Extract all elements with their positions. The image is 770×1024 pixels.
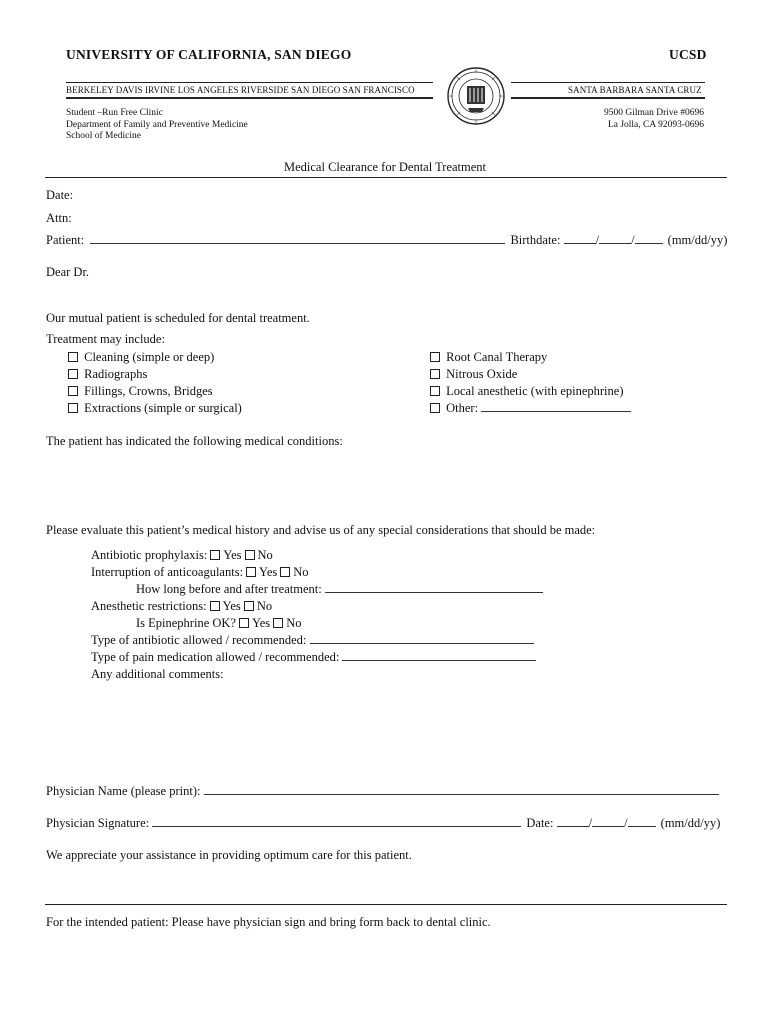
physician-name-row	[46, 784, 719, 799]
signature-date-day-field[interactable]	[592, 816, 624, 827]
question-label: Interruption of anticoagulants:	[91, 565, 244, 579]
university-seal-icon	[446, 64, 506, 128]
treatment-label: Root Canal Therapy	[446, 350, 548, 364]
treatment-label: Extractions (simple or surgical)	[84, 401, 242, 415]
question-label: Type of pain medication allowed / recommended:	[91, 650, 340, 664]
address-line: La Jolla, CA 92093-0696	[607, 119, 704, 130]
question-label: Is Epinephrine OK?	[136, 616, 236, 630]
yes-checkbox[interactable]	[246, 567, 256, 577]
department-line: Department of Family and Preventive Medicine	[66, 119, 248, 130]
no-checkbox[interactable]	[273, 618, 283, 628]
yes-checkbox[interactable]	[210, 601, 220, 611]
no-checkbox[interactable]	[245, 550, 255, 560]
department-line: School of Medicine	[66, 131, 141, 141]
evaluate-text: Please evaluate this patient’s medical history and advise us of any special considerations that should be made:	[46, 523, 596, 537]
no-label: No	[256, 599, 273, 613]
antibiotic-type-field[interactable]	[310, 633, 534, 644]
header-rule-left-bottom	[66, 97, 433, 99]
treatment-option[interactable]	[68, 350, 214, 365]
patient-name-field[interactable]	[90, 233, 505, 244]
epinephrine-row	[136, 616, 301, 631]
university-abbr: UCSD	[669, 47, 707, 62]
no-checkbox[interactable]	[244, 601, 254, 611]
checkbox[interactable]	[68, 352, 78, 362]
treatment-option[interactable]	[430, 367, 517, 382]
treatment-label: Local anesthetic (with epinephrine)	[446, 384, 624, 398]
yes-label: Yes	[259, 565, 278, 579]
department-line: Student –Run Free Clinic	[66, 108, 163, 118]
signature-date-format: (mm/dd/yy)	[660, 816, 721, 830]
greeting: Dear Dr.	[46, 265, 90, 279]
physician-name-label: Physician Name (please print):	[46, 784, 201, 798]
patient-row: Patient: Birthdate: / / (mm/dd/yy)	[46, 233, 728, 247]
no-label: No	[286, 616, 302, 630]
header-rule-left-top	[66, 82, 433, 83]
how-long-field[interactable]	[325, 582, 543, 593]
no-label: No	[257, 548, 273, 562]
question-label: How long before and after treatment:	[136, 582, 322, 596]
birthdate-label: Birthdate:	[510, 233, 561, 247]
attn-label: Attn:	[46, 211, 72, 225]
checkbox[interactable]	[430, 403, 440, 413]
patient-label: Patient:	[46, 233, 85, 247]
checkbox[interactable]	[68, 403, 78, 413]
treatment-option[interactable]	[68, 401, 242, 416]
yes-checkbox[interactable]	[210, 550, 220, 560]
treatment-label: Nitrous Oxide	[446, 367, 518, 381]
no-label: No	[293, 565, 309, 579]
treatment-label: Other:	[446, 401, 479, 415]
yes-checkbox[interactable]	[239, 618, 249, 628]
treatment-option[interactable]	[430, 384, 623, 399]
anesthetic-restrictions-row	[91, 599, 272, 614]
antibiotic-type-row	[91, 633, 534, 648]
physician-signature-field[interactable]	[152, 816, 521, 827]
footer-note: For the intended patient: Please have physician sign and bring form back to dental clinic.	[46, 915, 491, 929]
checkbox[interactable]	[430, 369, 440, 379]
yes-label: Yes	[251, 616, 271, 630]
address-block	[604, 108, 704, 131]
intro-text: Our mutual patient is scheduled for dental treatment.	[46, 311, 310, 325]
campuses-right: SANTA BARBARA SANTA CRUZ	[568, 85, 702, 95]
title-rule	[45, 177, 727, 178]
footer-rule	[45, 904, 727, 905]
appreciation-text: We appreciate your assistance in providing optimum care for this patient.	[46, 848, 412, 862]
how-long-row	[136, 582, 543, 597]
treatment-label: Cleaning (simple or deep)	[84, 350, 215, 364]
treatment-label: Radiographs	[84, 367, 148, 381]
checkbox[interactable]	[68, 369, 78, 379]
birthdate-year-field[interactable]	[635, 233, 663, 244]
antibiotic-prophylaxis-row	[91, 548, 273, 563]
checkbox[interactable]	[430, 386, 440, 396]
birthdate-format: (mm/dd/yy)	[667, 233, 728, 247]
treatment-option[interactable]	[68, 384, 213, 399]
signature-date-year-field[interactable]	[628, 816, 656, 827]
physician-name-field[interactable]	[204, 784, 719, 795]
treatment-option[interactable]	[430, 350, 547, 365]
checkbox[interactable]	[430, 352, 440, 362]
signature-date-month-field[interactable]	[557, 816, 589, 827]
other-treatment-field[interactable]	[481, 401, 631, 412]
checkbox[interactable]	[68, 386, 78, 396]
address-line: 9500 Gilman Drive #0696	[603, 108, 704, 118]
pain-med-field[interactable]	[342, 650, 536, 661]
yes-label: Yes	[223, 548, 242, 562]
department-block	[66, 108, 248, 143]
treatment-option[interactable]	[68, 367, 147, 382]
header-rule-right-bottom	[511, 97, 705, 99]
form-title: Medical Clearance for Dental Treatment	[284, 160, 487, 174]
campuses-left: BERKELEY DAVIS IRVINE LOS ANGELES RIVERSIDE SAN DIEGO SAN FRANCISCO	[66, 85, 415, 95]
question-label: Type of antibiotic allowed / recommended:	[91, 633, 307, 647]
pain-med-row	[91, 650, 536, 665]
no-checkbox[interactable]	[280, 567, 290, 577]
header-rule-right-top	[511, 82, 705, 83]
comments-label: Any additional comments:	[91, 667, 224, 681]
signature-date-label: Date:	[526, 816, 554, 830]
birthdate-month-field[interactable]	[564, 233, 596, 244]
date-label: Date:	[46, 188, 74, 202]
interruption-row	[91, 565, 309, 580]
yes-label: Yes	[222, 599, 241, 613]
university-name: UNIVERSITY OF CALIFORNIA, SAN DIEGO	[66, 47, 352, 62]
treatment-option-other[interactable]	[430, 401, 631, 416]
question-label: Antibiotic prophylaxis:	[91, 548, 208, 562]
birthdate-day-field[interactable]	[599, 233, 631, 244]
treatment-label: Fillings, Crowns, Bridges	[84, 384, 213, 398]
question-label: Anesthetic restrictions:	[91, 599, 207, 613]
treatment-heading: Treatment may include:	[46, 332, 165, 346]
physician-signature-row: Physician Signature: Date: / / (mm/dd/yy)	[46, 816, 721, 830]
conditions-text: The patient has indicated the following medical conditions:	[46, 434, 343, 448]
physician-signature-label: Physician Signature:	[46, 816, 150, 830]
